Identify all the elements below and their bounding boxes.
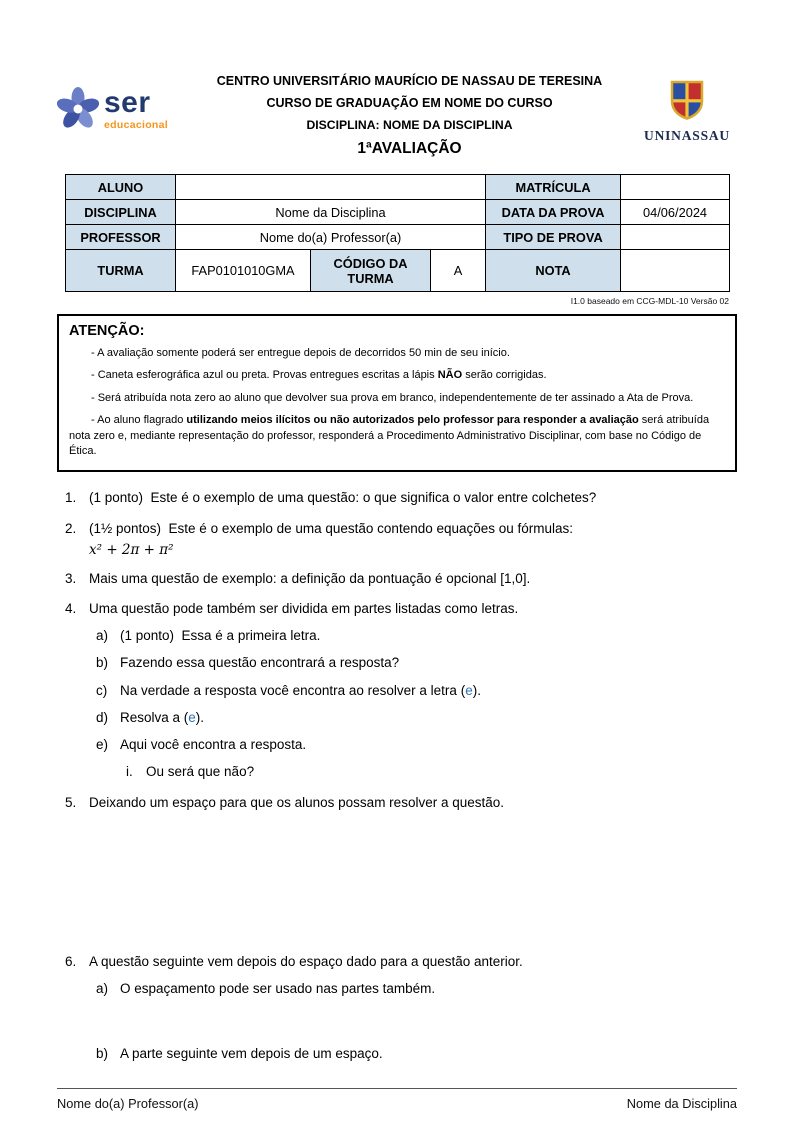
- tipo-prova-label-cell: TIPO DE PROVA: [486, 225, 621, 250]
- professor-value-cell: Nome do(a) Professor(a): [176, 225, 486, 250]
- uninassau-logo-name: UNINASSAU: [644, 128, 730, 143]
- exam-title: 1ªAVALIAÇÃO: [357, 140, 462, 157]
- attention-box: [57, 314, 737, 472]
- table-row-disciplina: [66, 200, 730, 225]
- question-text: (1½ pontos) Este é o exemplo de uma questão contendo equações ou fórmulas:: [89, 520, 574, 536]
- attention-title: ATENÇÃO:: [69, 323, 145, 339]
- part-text: Fazendo essa questão encontrará a resposta?: [120, 655, 400, 671]
- table-row-professor: [66, 225, 730, 250]
- question-formula: x² + 2π + π²: [89, 541, 174, 558]
- question-number: 6.: [65, 953, 77, 969]
- question-4-parts: [96, 627, 737, 781]
- uninassau-logo: [637, 72, 737, 144]
- matricula-value-cell: [621, 175, 730, 200]
- question-part-e: [96, 736, 737, 754]
- codigo-turma-value-cell: A: [431, 250, 486, 292]
- matricula-label-cell: MATRÍCULA: [486, 175, 621, 200]
- subpart-text: Ou será que não?: [146, 764, 255, 780]
- data-prova-value-cell: 04/06/2024: [621, 200, 730, 225]
- turma-value-cell: FAP0101010GMA: [176, 250, 311, 292]
- question-text: (1 ponto) Este é o exemplo de uma questão: o que significa o valor entre colchetes?: [89, 490, 597, 506]
- turma-label-cell: TURMA: [66, 250, 176, 292]
- aluno-value-cell: [176, 175, 486, 200]
- version-note: I1.0 baseado em CCG-MDL-10 Versão 02: [570, 296, 729, 306]
- question-2: [65, 520, 737, 558]
- part-text: A parte seguinte vem depois de um espaço.: [120, 1046, 383, 1062]
- part-letter: a): [96, 628, 109, 644]
- question-1: [65, 489, 737, 507]
- question-number: 1.: [65, 490, 77, 506]
- question-part-a: [96, 980, 737, 998]
- nota-value-cell: [621, 250, 730, 292]
- question-text: Uma questão pode também ser dividida em partes listadas como letras.: [89, 601, 519, 616]
- question-3: [65, 570, 737, 588]
- nota-label-cell: NOTA: [486, 250, 621, 292]
- part-letter: c): [96, 682, 108, 698]
- ser-logo-subtitle: educacional: [104, 118, 168, 131]
- question-5: [65, 794, 737, 812]
- uninassau-shield-icon: [670, 80, 704, 120]
- question-part-b: [96, 654, 737, 672]
- part-letter: b): [96, 1046, 109, 1062]
- attention-item: - A avaliação somente poderá ser entregue depois de decorridos 50 min de seu início.: [91, 347, 510, 359]
- attention-item: - Caneta esferográfica azul ou preta. Provas entregues escritas a lápis NÃO serão corrigidas.: [91, 369, 547, 382]
- ser-logo-text: [104, 85, 168, 131]
- disciplina-value-cell: Nome da Disciplina: [176, 200, 486, 225]
- question-number: 4.: [65, 601, 77, 616]
- discipline-name: DISCIPLINA: NOME DA DISCIPLINA: [306, 118, 513, 132]
- tipo-prova-value-cell: [621, 225, 730, 250]
- ser-educacional-logo: [57, 72, 182, 132]
- part-text: Resolva a (e).: [120, 709, 205, 725]
- part-letter: d): [96, 709, 109, 725]
- page-footer: [57, 1088, 737, 1111]
- footer-professor-name: Nome do(a) Professor(a): [57, 1096, 199, 1111]
- professor-label-cell: PROFESSOR: [66, 225, 176, 250]
- table-row-aluno: [66, 175, 730, 200]
- attention-item: - Será atribuída nota zero ao aluno que devolver sua prova em branco, independentemente de ter assinado a Ata de Prova.: [91, 391, 694, 404]
- question-part-d: [96, 709, 737, 727]
- footer-discipline-name: Nome da Disciplina: [626, 1096, 737, 1111]
- table-row-turma: [66, 250, 730, 292]
- disciplina-label-cell: DISCIPLINA: [66, 200, 176, 225]
- ser-logo-name: ser: [104, 85, 151, 119]
- question-number: 2.: [65, 520, 77, 536]
- question-number: 5.: [65, 794, 77, 810]
- question-4: [65, 600, 737, 782]
- university-name: CENTRO UNIVERSITÁRIO MAURÍCIO DE NASSAU DE TERESINA: [216, 74, 603, 88]
- part-text: O espaçamento pode ser usado nas partes também.: [120, 980, 436, 996]
- question-number: 3.: [65, 570, 77, 586]
- questions-list: [65, 489, 737, 1063]
- question-part-c: [96, 682, 737, 700]
- attention-item: - Ao aluno flagrado utilizando meios ilícitos ou não autorizados pelo professor para responder a avaliação será atribuída nota zero e, mediante representação do professor, responderá a Procedimento Administrativo Disciplinar, com base no Código de Ética.: [69, 414, 713, 457]
- codigo-turma-label-cell: CÓDIGO DA TURMA: [311, 250, 431, 292]
- course-name: CURSO DE GRADUAÇÃO EM NOME DO CURSO: [266, 96, 553, 110]
- question-part-b: [96, 1045, 737, 1063]
- header-title-block: [182, 72, 637, 158]
- ser-star-icon: [57, 86, 99, 132]
- question-6-parts: [96, 980, 737, 1063]
- aluno-label-cell: ALUNO: [66, 175, 176, 200]
- question-part-e-subparts: [126, 763, 737, 781]
- question-text: Mais uma questão de exemplo: a definição da pontuação é opcional [1,0].: [89, 570, 531, 586]
- part-text: Na verdade a resposta você encontra ao resolver a letra (e).: [120, 682, 481, 698]
- question-6: [65, 953, 737, 1064]
- question-text: Deixando um espaço para que os alunos possam resolver a questão.: [89, 794, 504, 810]
- part-letter: e): [96, 737, 109, 753]
- exam-info-table: [65, 174, 730, 292]
- part-text: (1 ponto) Essa é a primeira letra.: [120, 628, 321, 644]
- question-text: A questão seguinte vem depois do espaço dado para a questão anterior.: [89, 953, 523, 969]
- document-header: [0, 0, 794, 158]
- subpart-marker: i.: [126, 764, 133, 780]
- question-part-a: [96, 627, 737, 645]
- subpart-i: [126, 763, 737, 781]
- part-letter: a): [96, 980, 109, 996]
- part-letter: b): [96, 655, 109, 671]
- part-text: Aqui você encontra a resposta.: [120, 737, 307, 753]
- data-prova-label-cell: DATA DA PROVA: [486, 200, 621, 225]
